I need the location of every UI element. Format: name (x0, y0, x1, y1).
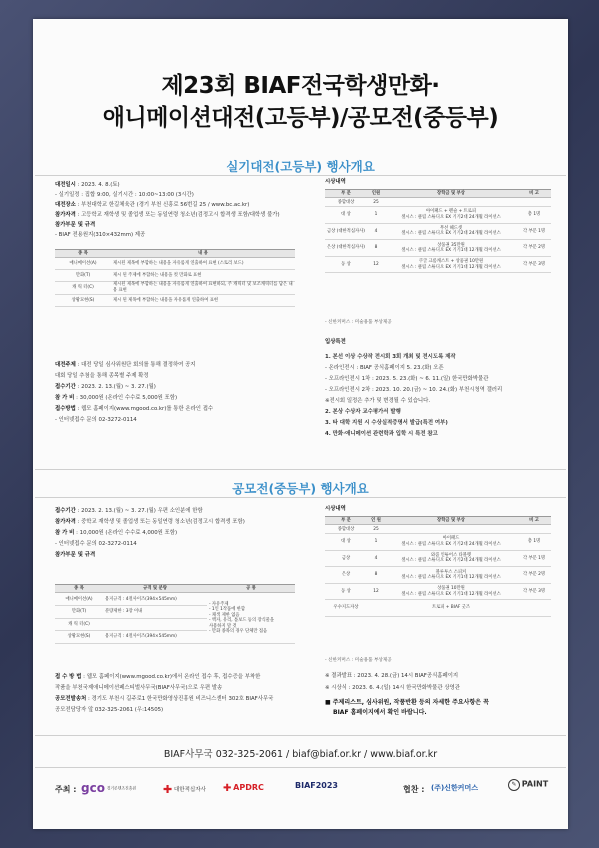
table-cell: 동 상 (325, 256, 367, 273)
table-cell: 상황묘현(S) (55, 631, 103, 644)
table-cell: 총 1명 (517, 534, 551, 551)
table-cell: 8 (367, 240, 385, 257)
table-cell: 각 부문 2명 (517, 240, 551, 257)
table-cell: 캐 릭 터(C) (55, 281, 111, 294)
info-label: 대전주제 (55, 362, 76, 368)
paint-logo-icon: ✎ (508, 779, 520, 791)
info-line (55, 541, 137, 548)
info-label: 참 가 비 (55, 395, 75, 401)
table-cell: 용지규격 : 4절사이즈(394×545mm) (103, 631, 207, 644)
table-cell: 우수지도자상 (325, 600, 367, 617)
info-line (55, 373, 149, 380)
info-line (55, 182, 120, 189)
table-cell: 대 상 (325, 534, 367, 551)
info-label: 참가자격 (55, 519, 76, 525)
high-awards-title: 시상내역 (325, 179, 346, 185)
info-text: : 경기도 부천시 길주로1 한국만화영상진흥원 비즈니스센터 302호 BIAF사무국 (86, 696, 274, 702)
table-cell: 12 (367, 256, 385, 273)
info-text: : 2023. 2. 13.(월) ~ 3. 27.(월) (75, 384, 156, 390)
high-section-title: 실기대전(고등부) 행사개요 (226, 159, 375, 174)
info-text: : 웹모 홈페이지(www.mgood.co.kr)에서 온라인 접수 후, 접수증을 부착한 (81, 674, 261, 680)
table-cell: 상품권 35만원 셀시스 : 클립 스튜디오 EX 기기1대 12개월 라이선스 (385, 240, 517, 257)
title-line-1: 제23회 BIAF전국학생만화· (161, 73, 440, 99)
benefit-line: - 오프라인전시 1차 : 2023. 5. 23.(화) ~ 6. 11.(일) 한국만화박물관 (325, 376, 489, 382)
divider (35, 497, 566, 498)
table-cell (103, 618, 207, 631)
info-text: 작품을 부천국제애니메이션페스티벌사무국(BIAF사무국)으로 우편 발송 (55, 685, 223, 691)
table-cell: 동 상 (325, 583, 367, 600)
info-text: : 10,000원 (온라인 수수료 4,000원 포함) (74, 530, 178, 536)
info-text: - 실기일정 : 집합 9:00, 실기시간 : 10:00~13:00 (3시간) (55, 192, 194, 198)
table-cell: 용지규격 : 4절사이즈(394×545mm) (103, 593, 207, 606)
info-line (55, 552, 95, 559)
table-cell: 각 부문 2명 (517, 567, 551, 584)
high-category-table (55, 249, 295, 307)
table-cell: 애니메이션(A) (55, 593, 103, 606)
table-cell: 아이패드 셀시스 : 클립 스튜디오 EX 기기2대 24개월 라이선스 (385, 534, 517, 551)
info-text: : 웹모 홈페이지(www.mgood.co.kr)를 통한 온라인 접수 (75, 406, 214, 412)
table-cell: 애니메이션(A) (55, 258, 111, 270)
info-label: 참가자격 (55, 212, 76, 218)
high-benefits-title: 입상특전 (325, 339, 346, 345)
cat-header: 규격 및 분량 (103, 585, 207, 593)
logo-gcon: gco 경기콘텐츠진흥원 (81, 781, 137, 795)
benefit-line: ※전시회 일정은 추가 및 변경될 수 있습니다. (325, 398, 431, 404)
table-row (325, 207, 551, 224)
table-cell (367, 600, 385, 617)
info-label: 참가부문 및 규격 (55, 222, 96, 228)
mid-awards-title: 시상내역 (325, 506, 346, 512)
info-label: 대전장소 (55, 202, 76, 208)
table-cell: 무선 헤드셋 셀시스 : 클립 스튜디오 EX 기기2대 24개월 라이선스 (385, 223, 517, 240)
benefit-line: 3. 타 대학 지원 시 수상실적증명서 발급(특전 여부) (325, 420, 448, 426)
table-cell: 금상 (대한적십자사) (325, 223, 367, 240)
info-line (55, 685, 222, 692)
logo-biaf: BIAF2023 (295, 781, 338, 790)
divider (35, 469, 566, 470)
table-cell: 분량제한 : 3장 이내 (103, 606, 207, 619)
table-row (325, 223, 551, 240)
table-cell: 총 1명 (517, 207, 551, 224)
benefit-line: 4. 만화·애니메이션 관련학과 입학 시 특전 참고 (325, 431, 438, 437)
divider (35, 735, 566, 736)
info-line (55, 707, 163, 714)
table-cell: 제시 된 주제에 부합하는 내용을 컷 만화로 표현 (111, 270, 295, 282)
benefit-line: - 온라인전시 : BIAF 공식홈페이지 5. 23.(화) 오픈 (325, 365, 444, 371)
gcon-logo-icon: gco (81, 781, 105, 795)
award-header: 부 문 (325, 190, 367, 198)
poster-page (33, 19, 568, 829)
table-cell: 12 (367, 583, 385, 600)
table-cell: 종합대상 (325, 198, 367, 207)
info-text: : 2023. 4. 8.(토) (75, 182, 120, 188)
info-label: 공모전발송처 (55, 696, 87, 702)
logo-apdrc: ✚ APDRC (223, 783, 264, 794)
logo-paint: ✎ PAINT (508, 779, 548, 791)
high-award-note: - 신한커머스 : 미술용품 부상제공 (325, 320, 392, 325)
table-cell: 제시된 제목에 부합하는 내용을 자유롭게 연출하여 표현하되, 주 캐릭터 및 보조캐릭터를 담은 내용 표현 (111, 281, 295, 294)
info-line (55, 192, 194, 199)
sponsor-label: 협찬 : (403, 785, 425, 794)
table-row (325, 550, 551, 567)
award-header: 인 원 (367, 517, 385, 525)
info-text: - 인터넷접수 문의 02-3272-0114 (55, 417, 137, 423)
info-label: 접수기간 (55, 508, 76, 514)
info-text: - BIAF 전용원지(310×432mm) 제공 (55, 232, 146, 238)
info-label: 참가부문 및 규격 (55, 552, 96, 558)
table-cell: 캐 릭 터(C) (55, 618, 103, 631)
info-label: 접수기간 (55, 384, 76, 390)
award-header: 장학금 및 부상 (385, 517, 517, 525)
info-line (55, 212, 280, 219)
cat-header: 종 목 (55, 250, 111, 258)
info-text: : 부천대학교 한길체육관 (경기 부천 신흥로 56번길 25 / www.bc.ac.kr) (75, 202, 250, 208)
table-cell: 은상 (대한적십자사) (325, 240, 367, 257)
info-line (55, 202, 249, 209)
divider (35, 767, 566, 768)
table-cell: 제시 된 제목에 부합하는 내용을 자유롭게 연출하여 표현 (111, 295, 295, 307)
info-text: 공모전담당자 앞 032-325-2061 (우:14505) (55, 707, 164, 713)
info-label: 접 수 방 법 (55, 674, 82, 680)
info-label: 참 가 비 (55, 530, 75, 536)
cat-header: 내 용 (111, 250, 295, 258)
table-cell (517, 600, 551, 617)
benefit-line: - 오프라인전시 2차 : 2023. 10. 20.(금) ~ 10. 24.(화) 부천시청역 갤러리 (325, 387, 503, 393)
table-row (55, 593, 295, 606)
award-header: 인원 (367, 190, 385, 198)
table-cell: 은상 (325, 567, 367, 584)
benefit-line: 2. 본상 수상자 교수평가서 발행 (325, 409, 401, 415)
info-label: 대전일시 (55, 182, 76, 188)
award-header: 부 문 (325, 517, 367, 525)
info-line (55, 530, 177, 537)
info-text: 대회 당일 추첨을 통해 종목별 주제 확정 (55, 373, 149, 379)
info-line (55, 232, 145, 239)
table-cell: 쿠글 크롬캐스트 + 상품권 10만원 셀시스 : 클립 스튜디오 EX 기기1대 12개월 라이선스 (385, 256, 517, 273)
table-cell: 종합대상 (325, 525, 367, 534)
info-text: : 중학교 재학생 및 졸업생 또는 동일연령 청소년(검정고시 합격생 포함) (75, 519, 245, 525)
table-cell: 1 (367, 207, 385, 224)
table-cell: 각 부문 1명 (517, 550, 551, 567)
table-row (325, 240, 551, 257)
table-cell: 만화(T) (55, 270, 111, 282)
table-cell: 상황묘현(S) (55, 295, 111, 307)
award-header: 비 고 (517, 190, 551, 198)
table-cell: 4 (367, 550, 385, 567)
table-row (325, 567, 551, 584)
table-cell: 트로피 + BIAF 굿즈 (385, 600, 517, 617)
table-row (55, 270, 295, 282)
info-line (55, 674, 260, 681)
table-cell: 만화(T) (55, 606, 103, 619)
table-row (325, 583, 551, 600)
mid-award-note: - 신한커머스 : 미술용품 부상제공 (325, 658, 392, 663)
table-cell (385, 525, 517, 534)
info-line (55, 417, 137, 424)
logo-shinhan: (주)신한커머스 (431, 784, 478, 792)
info-line (55, 384, 156, 391)
table-row (55, 295, 295, 307)
table-row (325, 600, 551, 617)
mid-result-2: ※ 시상식 : 2023. 6. 4.(일) 14시 한국만화박물관 상영관 (325, 685, 460, 691)
info-text: : 2023. 2. 13.(월) ~ 3. 27.(월) 우편 소인분에 한함 (75, 508, 203, 514)
table-row (325, 198, 551, 207)
info-line (55, 395, 177, 402)
table-row (55, 258, 295, 270)
table-cell: 4 (367, 223, 385, 240)
mid-section-title: 공모전(중등부) 행사개요 (232, 481, 369, 496)
info-line (55, 362, 196, 369)
table-row (325, 525, 551, 534)
table-cell: 1 (367, 534, 385, 551)
info-line (55, 508, 203, 515)
info-line (55, 406, 213, 413)
info-line (55, 696, 273, 703)
table-cell: 8 (367, 567, 385, 584)
table-cell: 제시된 제목에 부합하는 내용을 자유롭게 연출하여 표현 (스토리 보드) (111, 258, 295, 270)
footer-contact: BIAF사무국 032-325-2061 / biaf@biaf.or.kr / www.biaf.or.kr (163, 749, 438, 760)
table-cell: 대 상 (325, 207, 367, 224)
table-cell: 25 (367, 198, 385, 207)
table-row (55, 281, 295, 294)
table-cell: 와콤 인튜어스 타블렛 셀시스 : 클립 스튜디오 EX 기기2대 24개월 라이선스 (385, 550, 517, 567)
mid-closing-2: BIAF 홈페이지에서 확인 바랍니다. (333, 709, 427, 716)
mid-awards-table (325, 516, 551, 617)
award-header: 비 고 (517, 517, 551, 525)
table-cell: 25 (367, 525, 385, 534)
mid-category-table (55, 584, 295, 644)
table-cell: 각 부문 3명 (517, 256, 551, 273)
info-line (55, 519, 245, 526)
info-label: 접수방법 (55, 406, 76, 412)
red-cross-icon: ✚ (163, 783, 173, 796)
table-cell: 아이패드 + 펜슬 + 트로피 셀시스 : 클립 스튜디오 EX 기기2대 24개월 라이선스 (385, 207, 517, 224)
table-cell (385, 198, 517, 207)
common-rules: - 자유주제 - 1인 1작품에 한함 - 채색 제한 없음 - 액자, 유리, 틀보드 등의 장식물을 사용하지 말 것 - 만화 종목의 경우 단체만 접음 (207, 593, 295, 643)
mid-closing-1: ■ 주제리스트, 심사위원, 작품반환 등의 자세한 주요사항은 꼭 (325, 699, 489, 706)
cat-header: 공 통 (207, 585, 295, 593)
cat-header: 종 목 (55, 585, 103, 593)
logo-redcross: ✚ 대한적십자사 (163, 783, 206, 796)
info-text: : 30,000원 (온라인 수수료 5,000원 포함) (74, 395, 178, 401)
divider (35, 175, 566, 176)
info-text: - 인터넷접수 문의 02-3272-0114 (55, 541, 137, 547)
table-row (325, 256, 551, 273)
table-cell: 금상 (325, 550, 367, 567)
info-text: : 대전 당일 심사위원단 회의를 통해 결정하여 공지 (75, 362, 196, 368)
table-cell: 각 부문 1명 (517, 223, 551, 240)
benefit-line: 1. 본선 이상 수상작 전시회 3회 개최 및 전시도록 제작 (325, 354, 456, 360)
table-cell: 블루투스 스피커 셀시스 : 클립 스튜디오 EX 기기1대 12개월 라이선스 (385, 567, 517, 584)
info-text: : 고등학교 재학생 및 졸업생 또는 동일연령 청소년(검정고시 합격생 포함/대학생 불가) (75, 212, 280, 218)
table-cell: 각 부문 3명 (517, 583, 551, 600)
table-cell: 상품권 10만원 셀시스 : 클립 스튜디오 EX 기기1대 12개월 라이선스 (385, 583, 517, 600)
mid-result-1: ※ 결과발표 : 2023. 4. 28.(금) 14시 BIAF공식홈페이지 (325, 673, 459, 679)
award-header: 장학금 및 부상 (385, 190, 517, 198)
high-awards-table (325, 189, 551, 273)
title-line-2: 애니메이션대전(고등부)/공모전(중등부) (102, 105, 499, 131)
apdrc-cross-icon: ✚ (223, 783, 232, 794)
table-row (325, 534, 551, 551)
table-cell (517, 525, 551, 534)
table-cell (517, 198, 551, 207)
info-line (55, 222, 95, 229)
host-label: 주최 : (55, 785, 77, 794)
